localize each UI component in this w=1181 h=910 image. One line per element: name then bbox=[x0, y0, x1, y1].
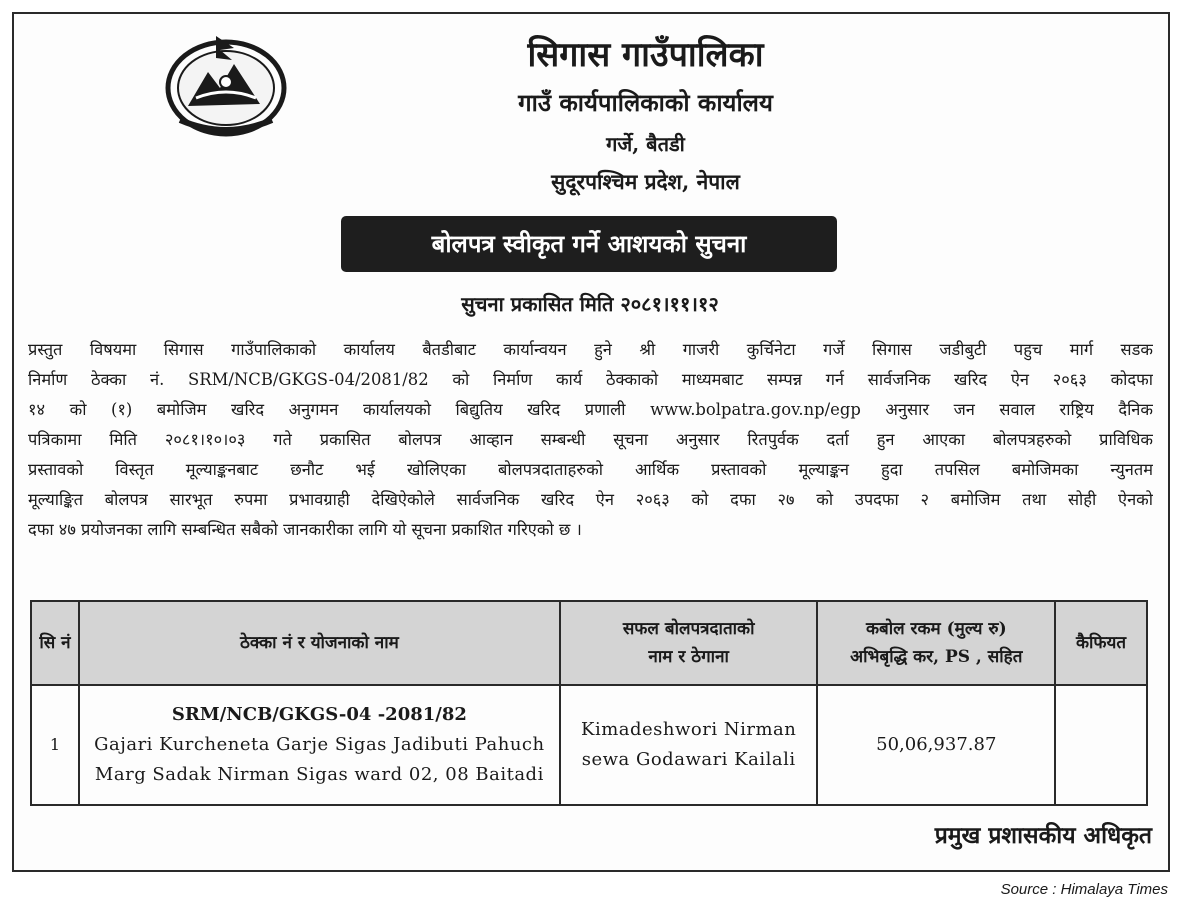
source-credit: Source : Himalaya Times bbox=[1000, 881, 1168, 898]
cell-contract bbox=[79, 685, 560, 805]
province-name: सुदूरपश्चिम प्रदेश, नेपाल bbox=[551, 169, 740, 194]
project-name-line2: Marg Sadak Nirman Sigas ward 02, 08 Baitadi bbox=[94, 764, 544, 785]
table-row bbox=[31, 685, 1147, 805]
body-line: १४ को (१) बमोजिम खरिद अनुगमन कार्यालयको बिद्युतिय खरिद प्रणाली www.bolpatra.gov.np/egp अनुसार जन सवाल राष्ट्रिय दैनिक bbox=[28, 400, 1153, 419]
header-remarks: कैफियत bbox=[1055, 601, 1147, 685]
project-name-line1: Gajari Kurcheneta Garje Sigas Jadibuti Pahuch bbox=[94, 734, 545, 755]
cell-sn: 1 bbox=[31, 685, 79, 805]
bidder-name-line1: Kimadeshwori Nirman bbox=[581, 719, 797, 740]
cell-bidder bbox=[560, 685, 818, 805]
cell-remarks bbox=[1055, 685, 1147, 805]
body-line: प्रस्तुत विषयमा सिगास गाउँपालिकाको कार्यालय बैतडीबाट कार्यान्वयन हुने श्री गाजरी कुर्चिनेटा गर्जे सिगास जडीबुटी पहुच मार्ग सडक bbox=[28, 340, 1153, 359]
body-line: दफा ४७ प्रयोजनका लागि सम्बन्धित सबैको जानकारीका लागि यो सूचना प्रकाशित गरिएको छ । bbox=[28, 520, 582, 539]
bidder-name-line2: sewa Godawari Kailali bbox=[581, 749, 796, 770]
body-line: निर्माण ठेक्का नं. SRM/NCB/GKGS-04/2081/82 को निर्माण कार्य ठेक्काको माध्यमबाट सम्पन्न गर्न सार्वजनिक खरिद ऐन २०६३ कोदफा bbox=[28, 370, 1153, 389]
header-amount-line2: अभिबृद्धि कर, PS , सहित bbox=[850, 647, 1023, 667]
body-line: पत्रिकामा मिति २०८१।१०।०३ गते प्रकासित बोलपत्र आव्हान सम्बन्धी सूचना अनुसार रितपुर्वक दर्ता हुन आएका बोलपत्रहरुको प्राविधिक bbox=[28, 430, 1153, 449]
award-table bbox=[30, 600, 1148, 806]
signatory-title: प्रमुख प्रशासकीय अधिकृत bbox=[934, 822, 1152, 849]
office-location: गर्जे, बैतडी bbox=[606, 132, 685, 156]
cell-amount: 50,06,937.87 bbox=[817, 685, 1055, 805]
publication-date: सुचना प्रकासित मिति २०८१।११।१२ bbox=[461, 292, 719, 316]
header-sn: सि नं bbox=[31, 601, 79, 685]
table-header-row bbox=[31, 601, 1147, 685]
notice-title-banner: बोलपत्र स्वीकृत गर्ने आशयको सुचना bbox=[341, 216, 837, 272]
header-bidder bbox=[560, 601, 818, 685]
header-amount bbox=[817, 601, 1055, 685]
header-amount-line1: कबोल रकम (मुल्य रु) bbox=[865, 619, 1007, 639]
header-bidder-line2: नाम र ठेगाना bbox=[648, 647, 729, 667]
header-contract: ठेक्का नं र योजनाको नाम bbox=[79, 601, 560, 685]
notice-body bbox=[28, 335, 1153, 545]
body-line: मूल्याङ्कित बोलपत्र सारभूत रुपमा प्रभावग्राही देखिऐकोले सार्वजनिक खरिद ऐन २०६३ को दफा २७ को उपदफा २ बमोजिम तथा सोही ऐनको bbox=[28, 490, 1153, 509]
office-name: गाउँ कार्यपालिकाको कार्यालय bbox=[518, 88, 773, 117]
header-bidder-line1: सफल बोलपत्रदाताको bbox=[622, 619, 755, 639]
municipality-name: सिगास गाउँपालिका bbox=[527, 35, 764, 75]
contract-number: SRM/NCB/GKGS-04 -2081/82 bbox=[171, 704, 467, 725]
body-line: प्रस्तावको विस्तृत मूल्याङ्कनबाट छनौट भई खोलिएका बोलपत्रदाताहरुको आर्थिक प्रस्तावको मूल्याङ्कन हुदा तपसिल बमोजिमका न्युनतम bbox=[28, 460, 1153, 479]
